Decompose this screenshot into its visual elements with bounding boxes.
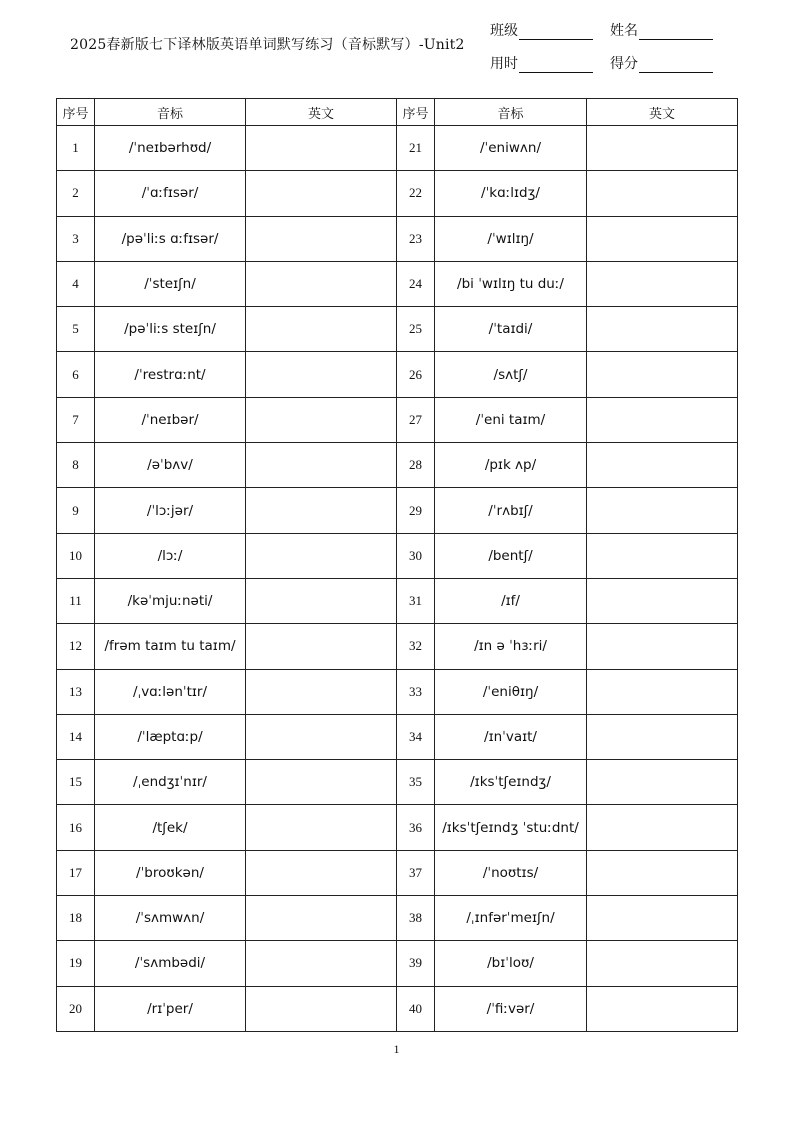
- name-blank-line[interactable]: [639, 23, 713, 40]
- phonetic-cell-left: /ˈlɔːjər/: [95, 488, 246, 533]
- english-answer-cell-right[interactable]: [587, 352, 738, 397]
- table-header-row: [57, 99, 738, 126]
- phonetic-cell-left: /ˈneɪbərhʊd/: [95, 126, 246, 171]
- phonetic-cell-right: /ɪksˈtʃeɪndʒ ˈstuːdnt/: [435, 805, 587, 850]
- table-row: [57, 352, 738, 397]
- table-row: [57, 126, 738, 171]
- phonetic-cell-right: /ˈfiːvər/: [435, 986, 587, 1031]
- header-number-left: 序号: [57, 99, 95, 126]
- english-answer-cell-right[interactable]: [587, 850, 738, 895]
- phonetic-cell-right: /bi ˈwɪlɪŋ tu duː/: [435, 261, 587, 306]
- row-number-right: 29: [397, 488, 435, 533]
- row-number-right: 27: [397, 397, 435, 442]
- table-row: [57, 533, 738, 578]
- english-answer-cell-right[interactable]: [587, 760, 738, 805]
- english-answer-cell-right[interactable]: [587, 941, 738, 986]
- english-answer-cell-right[interactable]: [587, 986, 738, 1031]
- table-row: [57, 805, 738, 850]
- name-field[interactable]: [610, 20, 713, 40]
- english-answer-cell-left[interactable]: [246, 669, 397, 714]
- row-number-right: 40: [397, 986, 435, 1031]
- phonetic-cell-right: /ˈkɑːlɪdʒ/: [435, 171, 587, 216]
- row-number-left: 3: [57, 216, 95, 261]
- table-row: [57, 624, 738, 669]
- row-number-left: 17: [57, 850, 95, 895]
- phonetic-cell-left: /ˈɑːfɪsər/: [95, 171, 246, 216]
- table-row: [57, 896, 738, 941]
- phonetic-cell-left: /lɔː/: [95, 533, 246, 578]
- phonetic-cell-right: /ˈtaɪdi/: [435, 307, 587, 352]
- english-answer-cell-right[interactable]: [587, 669, 738, 714]
- table-row: [57, 171, 738, 216]
- phonetic-cell-left: /ˈsteɪʃn/: [95, 261, 246, 306]
- page-title: 2025春新版七下译林版英语单词默写练习（音标默写）-Unit2: [70, 37, 465, 53]
- row-number-right: 33: [397, 669, 435, 714]
- row-number-right: 32: [397, 624, 435, 669]
- english-answer-cell-right[interactable]: [587, 578, 738, 623]
- phonetic-cell-left: /ˌendʒɪˈnɪr/: [95, 760, 246, 805]
- table-row: [57, 488, 738, 533]
- english-answer-cell-right[interactable]: [587, 397, 738, 442]
- table-row: [57, 850, 738, 895]
- row-number-right: 25: [397, 307, 435, 352]
- row-number-left: 16: [57, 805, 95, 850]
- table-row: [57, 669, 738, 714]
- phonetic-cell-right: /bɪˈloʊ/: [435, 941, 587, 986]
- header-english-left: 英文: [246, 99, 397, 126]
- row-number-left: 2: [57, 171, 95, 216]
- phonetic-cell-left: /frəm taɪm tu taɪm/: [95, 624, 246, 669]
- row-number-right: 39: [397, 941, 435, 986]
- time-label: 用时: [490, 56, 518, 72]
- english-answer-cell-right[interactable]: [587, 126, 738, 171]
- phonetic-cell-left: /pəˈliːs steɪʃn/: [95, 307, 246, 352]
- score-field[interactable]: [610, 53, 713, 73]
- phonetic-cell-left: /ˈbroʊkən/: [95, 850, 246, 895]
- info-row-1: [490, 18, 740, 40]
- table-row: [57, 261, 738, 306]
- class-label: 班级: [490, 23, 518, 39]
- row-number-left: 11: [57, 578, 95, 623]
- row-number-left: 15: [57, 760, 95, 805]
- row-number-right: 30: [397, 533, 435, 578]
- english-answer-cell-right[interactable]: [587, 307, 738, 352]
- phonetic-cell-left: /ˈsʌmwʌn/: [95, 896, 246, 941]
- english-answer-cell-left[interactable]: [246, 443, 397, 488]
- english-answer-cell-left[interactable]: [246, 126, 397, 171]
- phonetic-cell-right: /ˈeni taɪm/: [435, 397, 587, 442]
- english-answer-cell-left[interactable]: [246, 850, 397, 895]
- header-english-right: 英文: [587, 99, 738, 126]
- row-number-right: 34: [397, 714, 435, 759]
- score-label: 得分: [610, 56, 638, 72]
- table-row: [57, 714, 738, 759]
- phonetic-cell-right: /ɪn ə ˈhɜːri/: [435, 624, 587, 669]
- phonetic-cell-right: /ˈeniθɪŋ/: [435, 669, 587, 714]
- phonetic-cell-left: /rɪˈper/: [95, 986, 246, 1031]
- english-answer-cell-left[interactable]: [246, 216, 397, 261]
- english-answer-cell-left[interactable]: [246, 805, 397, 850]
- row-number-right: 35: [397, 760, 435, 805]
- english-answer-cell-left[interactable]: [246, 760, 397, 805]
- class-field[interactable]: [490, 20, 593, 40]
- english-answer-cell-right[interactable]: [587, 171, 738, 216]
- english-answer-cell-left[interactable]: [246, 261, 397, 306]
- time-blank-line[interactable]: [519, 56, 593, 73]
- row-number-left: 1: [57, 126, 95, 171]
- row-number-right: 23: [397, 216, 435, 261]
- class-blank-line[interactable]: [519, 23, 593, 40]
- phonetic-cell-right: /pɪk ʌp/: [435, 443, 587, 488]
- english-answer-cell-right[interactable]: [587, 488, 738, 533]
- row-number-left: 10: [57, 533, 95, 578]
- english-answer-cell-right[interactable]: [587, 624, 738, 669]
- header-phonetic-left: 音标: [95, 99, 246, 126]
- header-phonetic-right: 音标: [435, 99, 587, 126]
- phonetic-cell-right: /ɪf/: [435, 578, 587, 623]
- phonetic-cell-left: /ˈsʌmbədi/: [95, 941, 246, 986]
- phonetic-cell-left: /ˈrestrɑːnt/: [95, 352, 246, 397]
- phonetic-cell-right: /ɪksˈtʃeɪndʒ/: [435, 760, 587, 805]
- table-row: [57, 216, 738, 261]
- table-row: [57, 941, 738, 986]
- english-answer-cell-left[interactable]: [246, 307, 397, 352]
- phonetic-cell-left: /əˈbʌv/: [95, 443, 246, 488]
- english-answer-cell-left[interactable]: [246, 986, 397, 1031]
- row-number-left: 13: [57, 669, 95, 714]
- row-number-left: 18: [57, 896, 95, 941]
- phonetic-cell-left: /ˈneɪbər/: [95, 397, 246, 442]
- phonetic-cell-left: /ˌvɑːlənˈtɪr/: [95, 669, 246, 714]
- english-answer-cell-left[interactable]: [246, 171, 397, 216]
- english-answer-cell-right[interactable]: [587, 261, 738, 306]
- english-answer-cell-left[interactable]: [246, 624, 397, 669]
- table-row: [57, 578, 738, 623]
- row-number-right: 21: [397, 126, 435, 171]
- row-number-right: 36: [397, 805, 435, 850]
- english-answer-cell-left[interactable]: [246, 714, 397, 759]
- row-number-right: 38: [397, 896, 435, 941]
- row-number-left: 6: [57, 352, 95, 397]
- english-answer-cell-right[interactable]: [587, 805, 738, 850]
- phonetic-cell-right: /ˈnoʊtɪs/: [435, 850, 587, 895]
- row-number-right: 24: [397, 261, 435, 306]
- phonetic-cell-right: /ˈrʌbɪʃ/: [435, 488, 587, 533]
- table-row: [57, 986, 738, 1031]
- phonetic-cell-left: /kəˈmjuːnəti/: [95, 578, 246, 623]
- row-number-left: 12: [57, 624, 95, 669]
- english-answer-cell-left[interactable]: [246, 896, 397, 941]
- row-number-right: 26: [397, 352, 435, 397]
- english-answer-cell-left[interactable]: [246, 352, 397, 397]
- row-number-right: 31: [397, 578, 435, 623]
- score-blank-line[interactable]: [639, 56, 713, 73]
- english-answer-cell-left[interactable]: [246, 488, 397, 533]
- row-number-right: 28: [397, 443, 435, 488]
- phonetic-cell-right: /ˌɪnfərˈmeɪʃn/: [435, 896, 587, 941]
- row-number-left: 4: [57, 261, 95, 306]
- student-info-fields: [490, 18, 740, 84]
- row-number-left: 20: [57, 986, 95, 1031]
- row-number-left: 19: [57, 941, 95, 986]
- table-row: [57, 397, 738, 442]
- english-answer-cell-right[interactable]: [587, 216, 738, 261]
- info-row-2: [490, 51, 740, 73]
- english-answer-cell-right[interactable]: [587, 443, 738, 488]
- english-answer-cell-left[interactable]: [246, 941, 397, 986]
- table-row: [57, 307, 738, 352]
- english-answer-cell-right[interactable]: [587, 714, 738, 759]
- english-answer-cell-left[interactable]: [246, 533, 397, 578]
- english-answer-cell-left[interactable]: [246, 397, 397, 442]
- phonetic-cell-left: /pəˈliːs ɑːfɪsər/: [95, 216, 246, 261]
- header-number-right: 序号: [397, 99, 435, 126]
- row-number-left: 8: [57, 443, 95, 488]
- table-row: [57, 760, 738, 805]
- phonetic-cell-right: /bentʃ/: [435, 533, 587, 578]
- phonetic-cell-right: /ˈeniwʌn/: [435, 126, 587, 171]
- phonetic-cell-left: /ˈlæptɑːp/: [95, 714, 246, 759]
- row-number-left: 5: [57, 307, 95, 352]
- row-number-right: 22: [397, 171, 435, 216]
- row-number-left: 9: [57, 488, 95, 533]
- phonetic-cell-left: /tʃek/: [95, 805, 246, 850]
- phonetic-cell-right: /ˈwɪlɪŋ/: [435, 216, 587, 261]
- table-row: [57, 443, 738, 488]
- row-number-right: 37: [397, 850, 435, 895]
- dictation-table: [56, 98, 738, 1032]
- row-number-left: 14: [57, 714, 95, 759]
- page-number: 1: [393, 1042, 400, 1056]
- english-answer-cell-right[interactable]: [587, 533, 738, 578]
- phonetic-cell-right: /ɪnˈvaɪt/: [435, 714, 587, 759]
- row-number-left: 7: [57, 397, 95, 442]
- name-label: 姓名: [610, 23, 638, 39]
- english-answer-cell-right[interactable]: [587, 896, 738, 941]
- phonetic-cell-right: /sʌtʃ/: [435, 352, 587, 397]
- table-body: [57, 126, 738, 1032]
- time-field[interactable]: [490, 53, 593, 73]
- english-answer-cell-left[interactable]: [246, 578, 397, 623]
